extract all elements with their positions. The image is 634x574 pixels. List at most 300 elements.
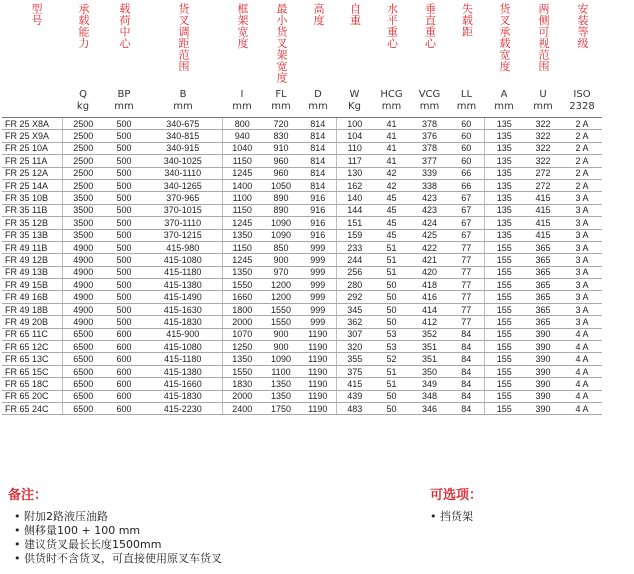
- column-symbol: A: [500, 89, 508, 100]
- table-cell: 500: [104, 229, 144, 241]
- table-cell: 77: [449, 266, 484, 278]
- column-title: 型号: [30, 3, 43, 26]
- table-cell: 50: [373, 291, 410, 303]
- column-symbol: HCG: [380, 89, 403, 100]
- column-symbol: W: [349, 89, 360, 100]
- table-cell: 415-1490: [144, 291, 222, 303]
- table-cell: 940: [222, 130, 262, 142]
- table-cell: 84: [449, 402, 484, 414]
- table-cell: 117: [336, 155, 373, 167]
- table-row: [2, 353, 602, 365]
- table-cell: 345: [336, 303, 373, 315]
- table-cell: 415-1830: [144, 390, 222, 402]
- column-unit: 2328: [569, 101, 595, 112]
- column-unit: mm: [494, 101, 514, 112]
- table-cell: 130: [336, 167, 373, 179]
- table-cell: 421: [410, 254, 449, 266]
- notes-title: 备注：: [8, 488, 48, 503]
- table-cell: 910: [262, 142, 300, 154]
- table-cell: 365: [524, 241, 562, 253]
- table-cell: 1350: [222, 266, 262, 278]
- table-cell: 135: [484, 142, 524, 154]
- table-cell: 3 A: [562, 254, 602, 266]
- table-cell: 4900: [62, 291, 104, 303]
- table-cell: 414: [410, 303, 449, 315]
- table-cell: 370-1215: [144, 229, 222, 241]
- table-cell: 84: [449, 365, 484, 377]
- table-cell: 340-675: [144, 118, 222, 130]
- table-cell: 84: [449, 341, 484, 353]
- table-cell: 4900: [62, 266, 104, 278]
- table-cell: 355: [336, 353, 373, 365]
- model-cell: FR 49 20B: [2, 316, 62, 328]
- table-cell: 850: [262, 241, 300, 253]
- table-cell: 6500: [62, 328, 104, 340]
- table-cell: 45: [373, 204, 410, 216]
- table-cell: 2000: [222, 390, 262, 402]
- column-title: 承载能力: [77, 3, 90, 49]
- table-cell: 100: [336, 118, 373, 130]
- column-unit: mm: [271, 101, 291, 112]
- table-cell: 415-1080: [144, 254, 222, 266]
- table-row: [2, 378, 602, 390]
- table-cell: 420: [410, 266, 449, 278]
- table-row: [2, 266, 602, 278]
- table-cell: 500: [104, 279, 144, 291]
- table-cell: 916: [300, 229, 336, 241]
- table-cell: 50: [373, 303, 410, 315]
- column-title: 失载距: [460, 3, 474, 38]
- table-cell: 377: [410, 155, 449, 167]
- model-cell: FR 25 X8A: [2, 118, 62, 130]
- table-cell: 155: [484, 328, 524, 340]
- table-cell: 412: [410, 316, 449, 328]
- table-cell: 320: [336, 341, 373, 353]
- table-cell: 1190: [300, 353, 336, 365]
- table-cell: 140: [336, 192, 373, 204]
- table-cell: 424: [410, 217, 449, 229]
- notes-list: [14, 510, 222, 566]
- table-cell: 340-815: [144, 130, 222, 142]
- table-cell: 4 A: [562, 365, 602, 377]
- table-cell: 916: [300, 192, 336, 204]
- table-cell: 151: [336, 217, 373, 229]
- column-title: 自重: [348, 3, 362, 26]
- column-symbol: ISO: [573, 89, 591, 100]
- table-cell: 500: [104, 142, 144, 154]
- table-cell: 1100: [222, 192, 262, 204]
- column-unit: mm: [533, 101, 553, 112]
- table-cell: 45: [373, 229, 410, 241]
- table-cell: 415: [524, 204, 562, 216]
- table-cell: 483: [336, 402, 373, 414]
- table-cell: 415-1380: [144, 365, 222, 377]
- table-cell: 720: [262, 118, 300, 130]
- table-cell: 1190: [300, 390, 336, 402]
- table-cell: 84: [449, 378, 484, 390]
- column-unit: Kg: [348, 101, 361, 112]
- table-cell: 423: [410, 204, 449, 216]
- table-cell: 2 A: [562, 130, 602, 142]
- table-cell: 370-1015: [144, 204, 222, 216]
- table-cell: 2500: [62, 155, 104, 167]
- table-cell: 1550: [262, 303, 300, 315]
- table-cell: 2 A: [562, 155, 602, 167]
- table-cell: 155: [484, 390, 524, 402]
- table-cell: 390: [524, 390, 562, 402]
- table-row: [2, 204, 602, 216]
- column-symbol: I: [240, 89, 244, 100]
- table-cell: 3500: [62, 217, 104, 229]
- table-cell: 390: [524, 328, 562, 340]
- table-cell: 41: [373, 155, 410, 167]
- table-cell: 415-1180: [144, 353, 222, 365]
- table-cell: 135: [484, 204, 524, 216]
- table-cell: 42: [373, 167, 410, 179]
- column-symbol: FL: [275, 89, 287, 100]
- table-cell: 960: [262, 167, 300, 179]
- column-symbol: D: [314, 89, 322, 100]
- table-cell: 340-1025: [144, 155, 222, 167]
- table-cell: 233: [336, 241, 373, 253]
- table-row: [2, 402, 602, 414]
- options-title: 可选项：: [430, 488, 483, 503]
- table-cell: 51: [373, 241, 410, 253]
- table-cell: 1245: [222, 254, 262, 266]
- table-cell: 600: [104, 353, 144, 365]
- table-row: [2, 229, 602, 241]
- model-cell: FR 49 13B: [2, 266, 62, 278]
- table-cell: 439: [336, 390, 373, 402]
- table-cell: 3 A: [562, 291, 602, 303]
- table-cell: 3 A: [562, 192, 602, 204]
- column-title: 高度: [312, 3, 325, 26]
- table-cell: 41: [373, 142, 410, 154]
- table-row: [2, 130, 602, 142]
- table-cell: 2 A: [562, 142, 602, 154]
- model-cell: FR 25 X9A: [2, 130, 62, 142]
- table-cell: 415-1380: [144, 279, 222, 291]
- model-cell: FR 49 12B: [2, 254, 62, 266]
- table-row: [2, 179, 602, 191]
- table-cell: 66: [449, 167, 484, 179]
- table-row: [2, 254, 602, 266]
- table-cell: 60: [449, 118, 484, 130]
- table-cell: 1800: [222, 303, 262, 315]
- table-cell: 67: [449, 217, 484, 229]
- table-row: [2, 118, 602, 130]
- table-cell: 3 A: [562, 229, 602, 241]
- table-cell: 162: [336, 179, 373, 191]
- table-cell: 422: [410, 241, 449, 253]
- table-cell: 500: [104, 204, 144, 216]
- table-cell: 3 A: [562, 279, 602, 291]
- column-unit: mm: [456, 101, 477, 112]
- table-cell: 375: [336, 365, 373, 377]
- table-cell: 3 A: [562, 217, 602, 229]
- spec-table: [2, 117, 602, 415]
- table-cell: 600: [104, 365, 144, 377]
- table-cell: 500: [104, 192, 144, 204]
- table-cell: 351: [410, 353, 449, 365]
- table-cell: 1190: [300, 378, 336, 390]
- table-cell: 41: [373, 130, 410, 142]
- table-cell: 349: [410, 378, 449, 390]
- table-cell: 135: [484, 229, 524, 241]
- table-cell: 415-2230: [144, 402, 222, 414]
- table-cell: 4 A: [562, 378, 602, 390]
- table-cell: 500: [104, 167, 144, 179]
- table-cell: 51: [373, 266, 410, 278]
- table-cell: 999: [300, 303, 336, 315]
- table-cell: 84: [449, 353, 484, 365]
- table-cell: 272: [524, 179, 562, 191]
- column-title: 最小货叉架宽度: [275, 3, 288, 84]
- table-row: [2, 279, 602, 291]
- column-title: 载荷中心: [118, 3, 131, 49]
- note-item: • 侧移量100 + 100 mm: [14, 524, 222, 538]
- table-cell: 135: [484, 155, 524, 167]
- table-cell: 500: [104, 155, 144, 167]
- table-cell: 41: [373, 118, 410, 130]
- model-cell: FR 25 11A: [2, 155, 62, 167]
- column-title: 垂直重心: [423, 3, 437, 49]
- model-cell: FR 65 18C: [2, 378, 62, 390]
- table-cell: 1070: [222, 328, 262, 340]
- table-cell: 53: [373, 341, 410, 353]
- table-cell: 322: [524, 155, 562, 167]
- table-cell: 1190: [300, 328, 336, 340]
- table-cell: 6500: [62, 402, 104, 414]
- table-cell: 280: [336, 279, 373, 291]
- table-cell: 500: [104, 303, 144, 315]
- table-cell: 159: [336, 229, 373, 241]
- table-cell: 500: [104, 266, 144, 278]
- table-cell: 1090: [262, 229, 300, 241]
- table-cell: 4900: [62, 254, 104, 266]
- table-cell: 155: [484, 353, 524, 365]
- table-cell: 814: [300, 118, 336, 130]
- table-cell: 340-1110: [144, 167, 222, 179]
- table-cell: 155: [484, 341, 524, 353]
- table-cell: 1550: [262, 316, 300, 328]
- table-cell: 1350: [222, 353, 262, 365]
- table-cell: 600: [104, 402, 144, 414]
- table-cell: 600: [104, 378, 144, 390]
- table-cell: 1660: [222, 291, 262, 303]
- table-cell: 3500: [62, 229, 104, 241]
- table-cell: 390: [524, 353, 562, 365]
- table-cell: 800: [222, 118, 262, 130]
- model-cell: FR 25 12A: [2, 167, 62, 179]
- model-cell: FR 25 14A: [2, 179, 62, 191]
- table-cell: 1550: [222, 279, 262, 291]
- column-symbol: B: [179, 89, 187, 100]
- table-cell: 135: [484, 179, 524, 191]
- table-row: [2, 192, 602, 204]
- table-cell: 155: [484, 316, 524, 328]
- table-cell: 322: [524, 130, 562, 142]
- table-cell: 67: [449, 229, 484, 241]
- table-cell: 500: [104, 217, 144, 229]
- table-cell: 67: [449, 192, 484, 204]
- table-cell: 2500: [62, 118, 104, 130]
- table-row: [2, 303, 602, 315]
- table-cell: 916: [300, 217, 336, 229]
- table-cell: 1350: [262, 390, 300, 402]
- table-cell: 390: [524, 378, 562, 390]
- table-row: [2, 328, 602, 340]
- table-cell: 135: [484, 217, 524, 229]
- table-cell: 346: [410, 402, 449, 414]
- table-cell: 4900: [62, 303, 104, 315]
- note-item: • 供货时不含货叉，可直接使用原叉车货叉: [14, 552, 222, 566]
- model-cell: FR 49 16B: [2, 291, 62, 303]
- note-item: • 建议货叉最长长度1500mm: [14, 538, 222, 552]
- table-cell: 814: [300, 167, 336, 179]
- table-cell: 45: [373, 192, 410, 204]
- table-cell: 916: [300, 204, 336, 216]
- table-cell: 6500: [62, 390, 104, 402]
- table-row: [2, 390, 602, 402]
- option-item: • 挡货架: [430, 510, 473, 524]
- table-cell: 50: [373, 279, 410, 291]
- table-cell: 351: [410, 341, 449, 353]
- table-row: [2, 291, 602, 303]
- table-row: [2, 142, 602, 154]
- table-row: [2, 155, 602, 167]
- table-cell: 999: [300, 266, 336, 278]
- table-cell: 415-1630: [144, 303, 222, 315]
- table-cell: 50: [373, 316, 410, 328]
- table-cell: 415: [524, 192, 562, 204]
- table-cell: 60: [449, 130, 484, 142]
- table-cell: 500: [104, 254, 144, 266]
- table-cell: 415-1080: [144, 341, 222, 353]
- model-cell: FR 35 10B: [2, 192, 62, 204]
- model-cell: FR 49 11B: [2, 241, 62, 253]
- table-cell: 1190: [300, 365, 336, 377]
- table-cell: 66: [449, 179, 484, 191]
- table-cell: 6500: [62, 378, 104, 390]
- table-row: [2, 167, 602, 179]
- table-cell: 1200: [262, 291, 300, 303]
- table-cell: 53: [373, 328, 410, 340]
- table-cell: 500: [104, 291, 144, 303]
- column-symbol: Q: [79, 89, 87, 100]
- table-row: [2, 365, 602, 377]
- table-cell: 415: [524, 217, 562, 229]
- table-cell: 4900: [62, 316, 104, 328]
- table-cell: 3 A: [562, 204, 602, 216]
- column-unit: mm: [308, 101, 328, 112]
- table-cell: 365: [524, 254, 562, 266]
- table-cell: 1550: [222, 365, 262, 377]
- table-cell: 155: [484, 254, 524, 266]
- table-cell: 322: [524, 118, 562, 130]
- table-cell: 423: [410, 192, 449, 204]
- table-cell: 890: [262, 204, 300, 216]
- table-cell: 2500: [62, 130, 104, 142]
- model-cell: FR 65 20C: [2, 390, 62, 402]
- model-cell: FR 49 18B: [2, 303, 62, 315]
- table-cell: 3500: [62, 204, 104, 216]
- table-cell: 4 A: [562, 402, 602, 414]
- table-cell: 77: [449, 316, 484, 328]
- model-cell: FR 65 24C: [2, 402, 62, 414]
- table-cell: 1750: [262, 402, 300, 414]
- table-cell: 2000: [222, 316, 262, 328]
- column-title: 两侧可视范围: [537, 3, 550, 72]
- table-cell: 370-1110: [144, 217, 222, 229]
- table-cell: 77: [449, 291, 484, 303]
- table-cell: 365: [524, 279, 562, 291]
- table-cell: 365: [524, 291, 562, 303]
- table-row: [2, 316, 602, 328]
- table-cell: 900: [262, 254, 300, 266]
- table-cell: 900: [262, 328, 300, 340]
- table-cell: 3 A: [562, 266, 602, 278]
- table-cell: 2 A: [562, 179, 602, 191]
- table-cell: 390: [524, 341, 562, 353]
- table-cell: 60: [449, 155, 484, 167]
- table-cell: 500: [104, 241, 144, 253]
- table-cell: 365: [524, 316, 562, 328]
- column-title: 水平重心: [385, 3, 399, 49]
- table-cell: 390: [524, 365, 562, 377]
- table-cell: 256: [336, 266, 373, 278]
- table-cell: 1190: [300, 341, 336, 353]
- table-cell: 3 A: [562, 303, 602, 315]
- table-cell: 6500: [62, 353, 104, 365]
- table-cell: 3500: [62, 192, 104, 204]
- table-cell: 135: [484, 167, 524, 179]
- table-cell: 110: [336, 142, 373, 154]
- table-cell: 1150: [222, 241, 262, 253]
- table-cell: 814: [300, 155, 336, 167]
- table-cell: 42: [373, 179, 410, 191]
- table-cell: 999: [300, 279, 336, 291]
- table-cell: 2 A: [562, 118, 602, 130]
- table-cell: 77: [449, 279, 484, 291]
- table-cell: 104: [336, 130, 373, 142]
- table-cell: 155: [484, 279, 524, 291]
- table-cell: 1350: [262, 378, 300, 390]
- table-cell: 155: [484, 241, 524, 253]
- table-cell: 1150: [222, 155, 262, 167]
- model-cell: FR 65 15C: [2, 365, 62, 377]
- table-cell: 415-1830: [144, 316, 222, 328]
- table-cell: 307: [336, 328, 373, 340]
- table-cell: 500: [104, 179, 144, 191]
- table-cell: 814: [300, 179, 336, 191]
- table-cell: 999: [300, 316, 336, 328]
- table-cell: 2 A: [562, 167, 602, 179]
- table-cell: 51: [373, 254, 410, 266]
- table-cell: 77: [449, 254, 484, 266]
- table-cell: 50: [373, 402, 410, 414]
- column-symbol: LL: [460, 89, 473, 100]
- table-cell: 84: [449, 390, 484, 402]
- table-cell: 999: [300, 254, 336, 266]
- column-symbol: VCG: [418, 89, 441, 100]
- table-cell: 378: [410, 142, 449, 154]
- table-cell: 1350: [222, 229, 262, 241]
- table-cell: 418: [410, 279, 449, 291]
- table-cell: 77: [449, 303, 484, 315]
- table-cell: 378: [410, 118, 449, 130]
- table-cell: 415: [524, 229, 562, 241]
